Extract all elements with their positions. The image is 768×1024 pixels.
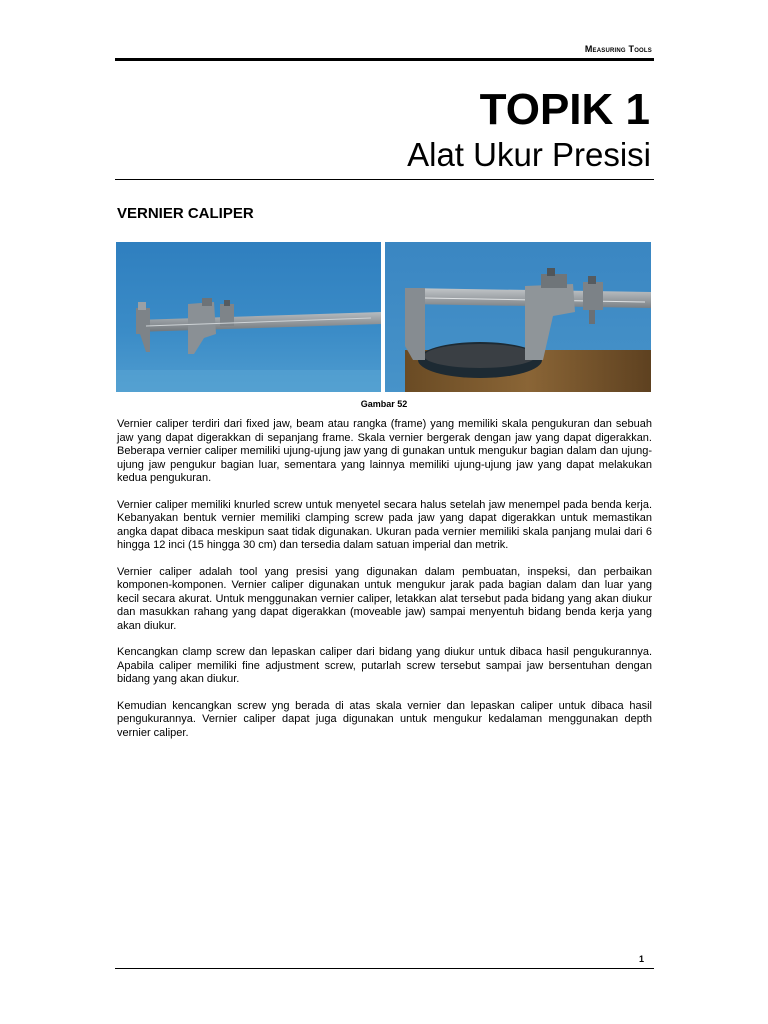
paragraph: Vernier caliper memiliki knurled screw untuk menyetel secara halus setelah jaw menempel pada benda kerja. Kebanyakan bentuk vernier memiliki clamping screw pada jaw yang dapat digerakkan untuk memastikan angka dapat dibaca meskipun saat tidak digunakan. Ukuran pada vernier memiliki skala panjang mulai dari 6 hingga 12 inci (15 hingga 30 cm) dan tersedia dalam satuan imperial dan metrik. (117, 498, 652, 551)
caliper-photo-right (385, 242, 651, 392)
section-heading: VERNIER CALIPER (117, 205, 254, 222)
figure-caption: Gambar 52 (360, 399, 408, 409)
running-header (585, 44, 652, 54)
paragraph: Vernier caliper adalah tool yang presisi yang digunakan dalam pembuatan, inspeksi, dan perbaikan komponen-komponen. Vernier caliper digunakan untuk mengukur jarak pada bagian dalam dan luar yang kecil secara akurat. Untuk menggunakan vernier caliper, letakkan alat tersebut pada bidang yang akan diukur dan masukkan rahang yang dapat digerakkan (moveable jaw) sampai menyentuh bidang benda kerja yang akan diukur. (117, 565, 652, 632)
running-title: Measuring Tools (584, 44, 652, 54)
title-rule (115, 179, 654, 180)
header-rule (115, 58, 654, 61)
page-number: 1 (638, 954, 644, 964)
topic-title: TOPIK 1 (479, 85, 650, 134)
paragraph: Kemudian kencangkan screw yng berada di atas skala vernier dan lepaskan caliper untuk dibaca hasil pengukurannya. Vernier caliper dapat juga digunakan untuk mengukur kedalaman menggunakan depth vernier caliper. (117, 699, 652, 739)
topic-subtitle: Alat Ukur Presisi (407, 136, 651, 173)
paragraph: Vernier caliper terdiri dari fixed jaw, beam atau rangka (frame) yang memiliki skala pengukuran dan sebuah jaw yang dapat digerakkan di sepanjang frame. Skala vernier bergerak dengan jaw yang dapat digerakkan. Beberapa vernier caliper memiliki ujung-ujung jaw yang di gunakan untuk mengukur bagian dalam dan ujung-ujung jaw pengukur bagian luar, sementara yang lainnya memiliki ujung-ujung jaw yang dapat melakukan kedua pengukuran. (117, 418, 652, 484)
body-text (117, 418, 652, 753)
caliper-photo-left (116, 242, 381, 392)
footer-rule (115, 968, 654, 969)
paragraph: Kencangkan clamp screw dan lepaskan caliper dari bidang yang diukur untuk dibaca hasil pengukurannya. Apabila caliper memiliki fine adjustment screw, putarlah screw tersebut sampai jaw bersentuhan dengan bidang yang akan diukur. (117, 646, 652, 685)
